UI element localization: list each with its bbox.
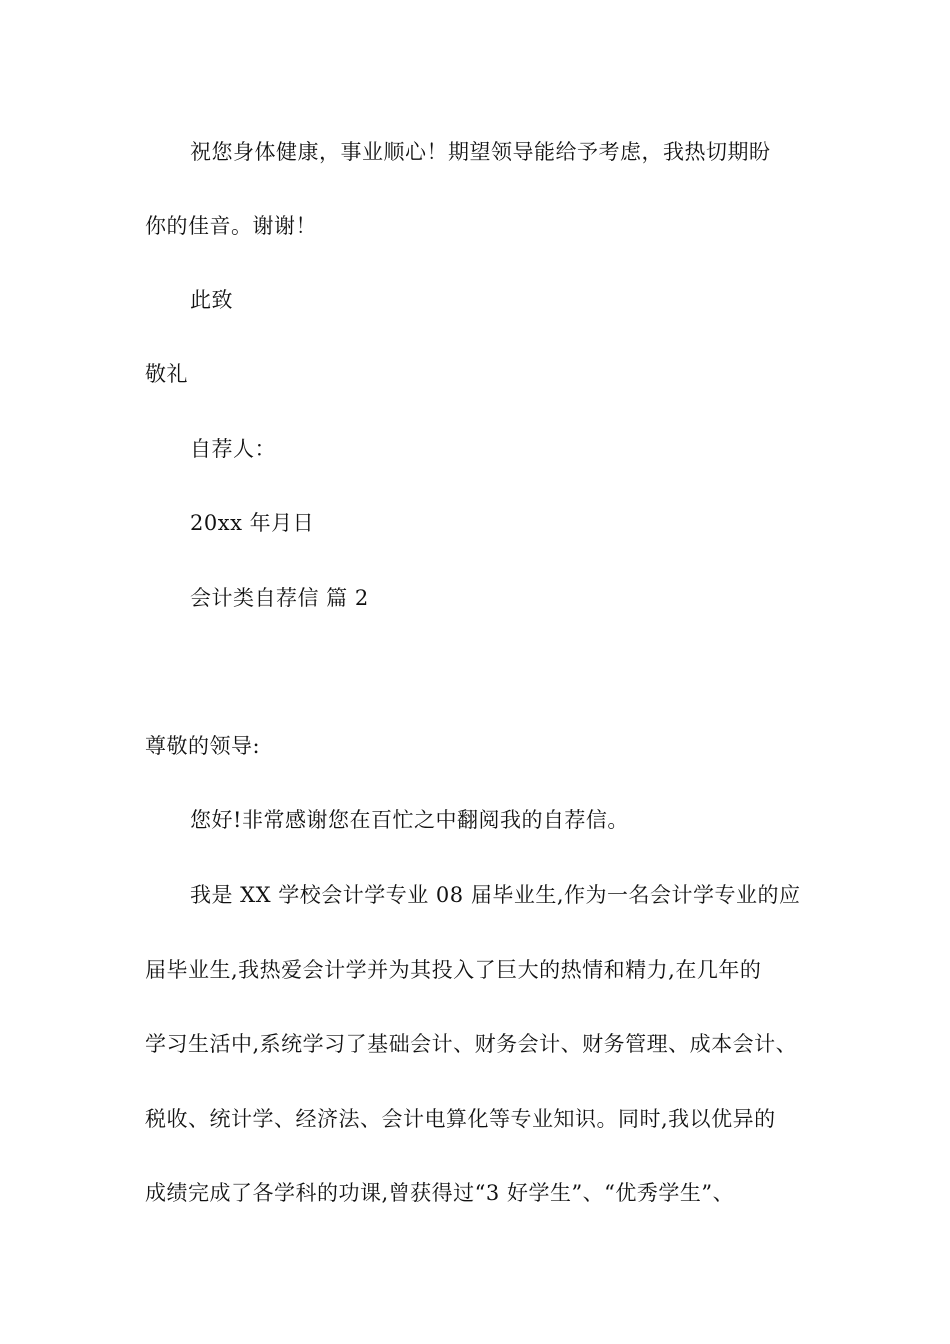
section-heading: 会计类自荐信 篇 2 xyxy=(190,586,369,610)
salutation-jingli: 敬礼 xyxy=(145,362,188,386)
paragraph-closing-wish-cont: 你的佳音。谢谢！ xyxy=(145,214,317,238)
date-line: 20xx 年月日 xyxy=(190,511,315,535)
paragraph-thanks: 您好!非常感谢您在百忙之中翻阅我的自荐信。 xyxy=(190,808,629,832)
paragraph-body-line-3: 学习生活中,系统学习了基础会计、财务会计、财务管理、成本会计、 xyxy=(145,1032,798,1056)
paragraph-body-line-5: 成绩完成了各学科的功课,曾获得过“3 好学生”、“优秀学生”、 xyxy=(145,1181,735,1205)
paragraph-body-line-1: 我是 XX 学校会计学专业 08 届毕业生,作为一名会计学专业的应 xyxy=(190,883,801,907)
paragraph-body-line-4: 税收、统计学、经济法、会计电算化等专业知识。同时,我以优异的 xyxy=(145,1107,776,1131)
paragraph-closing-wish: 祝您身体健康，事业顺心！期望领导能给予考虑，我热切期盼 xyxy=(190,140,771,164)
paragraph-body-line-2: 届毕业生,我热爱会计学并为其投入了巨大的热情和精力,在几年的 xyxy=(145,958,762,982)
salutation-cizhi: 此致 xyxy=(190,288,233,312)
greeting-line: 尊敬的领导: xyxy=(145,734,261,758)
signature-label: 自荐人： xyxy=(190,437,276,461)
